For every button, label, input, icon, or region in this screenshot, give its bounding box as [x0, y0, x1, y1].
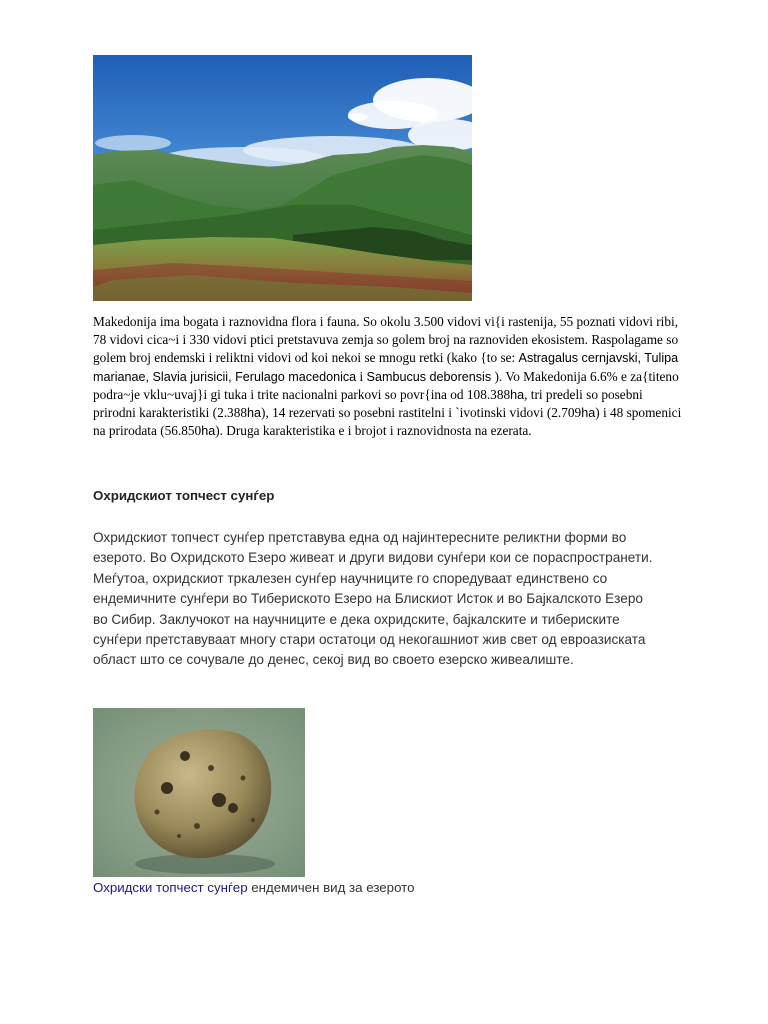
unit-hectare-3: ha — [581, 406, 596, 421]
sponge-description-paragraph: Охридскиот топчест сунѓер претставува една од најинтересните реликтни форми во езерото. Во Охридското Езеро живеат и други видови сунѓери кои се пораспространети. Меѓутоа, охридскиот тркалезен сунѓер научниците го споредуваат единствено со ендемичните сунѓери во Тибериското Езеро на Блискиот Исток и во Бајкалското Езеро во Сибир. Заклучокот на научниците е дека охридските, бајкалските и тибериските сунѓери претставуваат многу стари остатоци од некогашниот жив свет од евроазиската област што се сочувале до денес, секој вид во своето езерско живеалиште. — [93, 530, 653, 668]
mountain-landscape-image — [93, 55, 472, 301]
unit-hectare-2: ha — [247, 406, 262, 421]
unit-hectare-4: ha — [201, 424, 216, 439]
species-list-2: Sambucus deborensis — [366, 369, 492, 384]
paragraph1-text-f: ) i 48 spomenici na prirodata (56.850 — [93, 405, 682, 439]
mountain-landscape-photo — [93, 55, 472, 301]
paragraph1-text-a: Makedonija ima bogata i raznovidna flora i fauna. So okolu 3.500 vidovi vi{i rastenija, 55 poznati vidovi ribi, 78 vidovi cica~i i 330 vidovi ptici pretstavuva zemja so golem broj na raznoviden ekosistem. Raspolagame so golem broj endemski i reliktni vidovi od koi nekoi se mnogu retki (kako {to se: — [93, 314, 679, 366]
sponge-caption — [93, 880, 415, 895]
section-heading: Охридскиот топчест сунѓер — [93, 488, 275, 503]
sponge-photo — [93, 708, 305, 877]
sponge-caption-link[interactable]: Охридски топчест сунѓер — [93, 880, 248, 895]
unit-hectare-1: ha — [510, 387, 525, 402]
paragraph1-text-e: ), 14 rezervati so posebni rastitelni i `ivotinski vidovi (2.709 — [261, 405, 582, 421]
sponge-caption-rest: ендемичен вид за езерото — [247, 880, 415, 895]
paragraph1-text-b: i — [356, 368, 367, 384]
paragraph1-text-c: ). Vo Makedonija 6.6% e za{titeno podra~je vklu~uvaj}i gi tuka i trite nacionalni parkovi so povr{ina od 108.388 — [93, 368, 679, 402]
paragraph1-text-g: ). Druga karakteristika e i brojot i raznovidnosta na ezerata. — [215, 423, 532, 439]
species-list-1: Astragalus cernjavski, Tulipa marianae, Slavia jurisicii, Ferulago macedonica — [93, 351, 679, 384]
sponge-image — [93, 708, 305, 877]
flora-fauna-paragraph — [93, 313, 683, 440]
paragraph1-text-d: , tri predeli so posebni prirodni karakteristiki (2.388 — [93, 386, 643, 421]
